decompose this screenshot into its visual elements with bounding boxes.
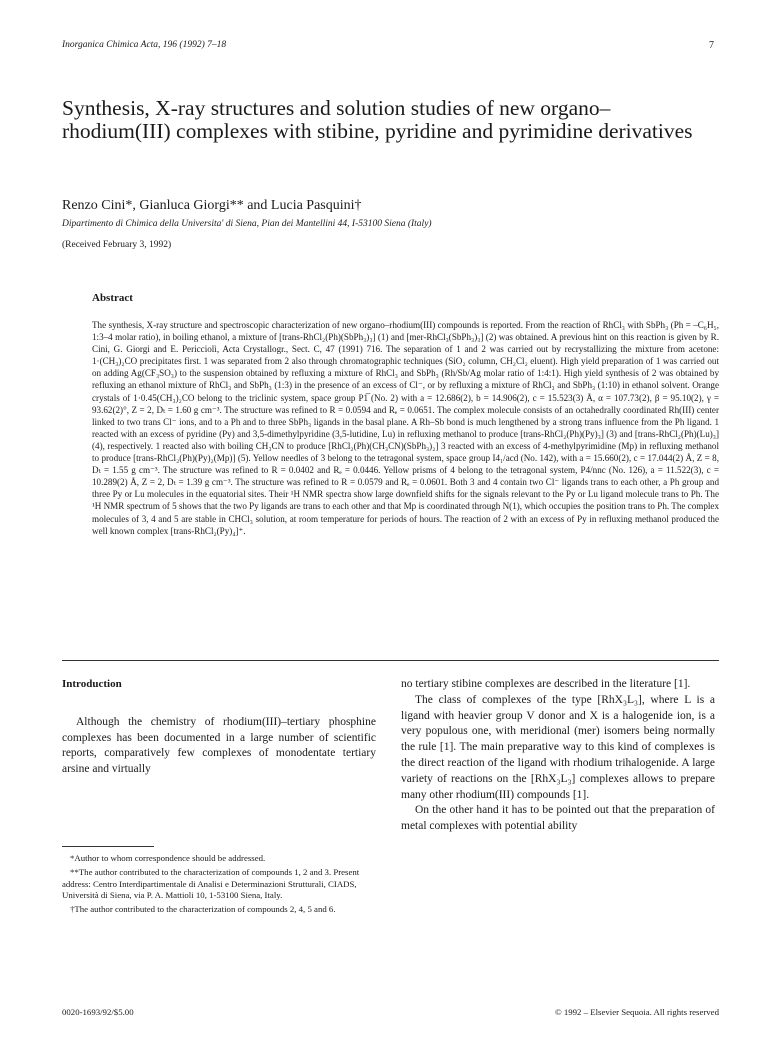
- issn-price-code: 0020-1693/92/$5.00: [62, 1007, 134, 1017]
- copyright-notice: © 1992 – Elsevier Sequoia. All rights reserved: [554, 1007, 719, 1017]
- section-divider: [62, 660, 719, 661]
- page-footer: [62, 1007, 719, 1019]
- journal-citation: Inorganica Chimica Acta, 196 (1992) 7–18: [62, 40, 227, 50]
- affiliation: Dipartimento di Chimica della Universita' di Siena, Pian dei Mantellini 44, I-53100 Siena (Italy): [62, 219, 432, 229]
- intro-paragraph-3: On the other hand it has to be pointed out that the preparation of metal complexes with potential ability: [401, 804, 715, 833]
- intro-paragraph-2: The class of complexes of the type [RhX₃L₃], where L is a ligand with heavier group V donor and X is a halogenide ion, is a very populous one, with meridional (mer) isomers being normally the rule [1]. The main preparative way to this kind of complexes is the direct reaction of the ligand with rhodium trihalogenide. A large variety of reactions on the [RhX₃L₃] complexes allows to prepare many other rhodium(III) compounds [1].: [401, 693, 715, 801]
- footnote-divider: [62, 846, 154, 847]
- paper-title: Synthesis, X-ray structures and solution studies of new organo–rhodium(III) complexes with stibine, pyridine and pyrimidine derivatives: [62, 96, 693, 143]
- page-number: 7: [709, 40, 714, 51]
- footnote-giorgi: **The author contributed to the characterization of compounds 1, 2 and 3. Present address: Centro Interdipartimentale di Analisi e Determinazioni Strutturali, CIADS, Università di Siena, via P. A. Mattioli 10, 1-53100 Siena, Italy.: [62, 866, 360, 901]
- introduction-heading: Introduction: [62, 678, 122, 690]
- footnotes: [62, 853, 376, 918]
- running-header: [62, 40, 714, 54]
- intro-paragraph-1: Although the chemistry of rhodium(III)–tertiary phosphine complexes has been documented in a large number of scientific reports, comparatively few complexes of monodentate tertiary arsine and virtually: [62, 715, 376, 776]
- abstract-text: The synthesis, X-ray structure and spectroscopic characterization of new organo–rhodium(III) compounds is reported. From the reaction of RhCl₃ with SbPh₃ (Ph = –C₆H₅, 1:3–4 molar ratio), in boiling ethanol, a mixture of [trans-RhCl₂(Ph)(SbPh₃)₃] (1) and [mer-RhCl₃(SbPh₃)₃] (2) was obtained. A previous hint on this reaction is given by R. Cini, G. Giorgi and E. Pericciolì, Acta Crystallogr., Sect. C, 47 (1991) 716. The separation of 1 and 2 was carried out by recrystallizing the mixture from acetone: 1·(CH₃)₂CO precipitates first. 1 was separated from 2 also through chromatographic techniques (SiO₂ column, CH₂Cl₂ eluent). High yield preparation of 1 was carried out on adding Ag(CF₃SO₃) to the suspension obtained by refluxing a mixture of RhCl₃ and SbPh₃ (Rh/Sb/Ag molar ratio of 1:4:1). High yield synthesis of 2 was obtained by refluxing an ethanol mixture of RhCl₃ and SbPh₃ (1:3) in the presence of an excess of Cl⁻, or by refluxing a mixture of RhCl₃ and SbPh₃ (1:10) in ethanol solvent. Orange crystals of 1·0.45(CH₃)₂CO belong to the triclinic system, space group P1̅ (No. 2) with a = 12.686(2), b = 14.906(2), c = 15.523(3) Å, α = 107.73(2), β = 95.10(2), γ = 93.62(2)°, Z = 2, Dₜ = 1.60 g cm⁻³. The structure was refined to R = 0.0594 and Rₑ = 0.0651. The complex molecule consists of an octahedrally coordinated Rh(III) center linked to two trans Cl⁻ ions, and to a Ph and to three SbPh₃ ligands in the basal plane. A Rh–Sb bond is much lengthened by a strong trans influence from the Ph ligand. 1 reacted with an excess of pyridine (Py) and 3,5-dimethylpyridine (3,5-lutidine, Lu) in refluxing methanol to produce [trans-RhCl₂(Ph)(Py)₃] (3) and [trans-RhCl₂(Ph)(Lu)₃] (4), respectively. 1 reacted also with boiling CH₃CN to produce [RhCl₂(Ph)(CH₃CN)(SbPh₃)₂] 3 reacted with an excess of 4-methylpyrimidine (Mp) in refluxing methanol to produce [trans-RhCl₂(Ph)(Py)₂(Mp)] (5). Yellow needles of 3 belong to the tetragonal system, space group I4₁/acd (No. 142), with a = 15.660(2), c = 17.044(2) Å, Z = 8, Dₜ = 1.55 g cm⁻³. The structure was refined to R = 0.0402 and Rₑ = 0.0446. Yellow prisms of 4 belong to the tetragonal system, P4/nnc (No. 126), a = 11.522(3), c = 10.289(2) Å, Z = 2, Dₜ = 1.39 g cm⁻³. The structure was refined to R = 0.0579 and Rₑ = 0.0601. Both 3 and 4 contain two Cl⁻ ligands trans to each other, a Ph group and three Py or Lu molecules in the equatorial sites. Their ¹H NMR spectra show large downfield shifts for the signals relevant to the Py or Lu ligand molecule trans to Ph. The ¹H NMR spectrum of 5 shows that the two Py ligands are trans to each other and that Mp is coordinated through N(1), which occupies the position trans to Ph. The complex molecules of 3, 4 and 5 are stable in CHCl₃ solution, at room temperature for periods of hours. The reaction of 2 with an excess of Py in refluxing methanol produced the well known complex [trans-RhCl₂(Py)₄]⁺.: [92, 320, 719, 536]
- right-column: [401, 677, 715, 835]
- left-column: [62, 677, 376, 778]
- author-list: Renzo Cini*, Gianluca Giorgi** and Lucia Pasquini†: [62, 198, 362, 213]
- intro-paragraph-1-continued: no tertiary stibine complexes are described in the literature [1].: [401, 678, 691, 690]
- received-date: (Received February 3, 1992): [62, 240, 172, 250]
- footnote-pasquini: †The author contributed to the characterization of compounds 2, 4, 5 and 6.: [70, 904, 336, 915]
- abstract-heading: Abstract: [92, 292, 133, 304]
- footnote-corresponding: *Author to whom correspondence should be addressed.: [70, 853, 266, 863]
